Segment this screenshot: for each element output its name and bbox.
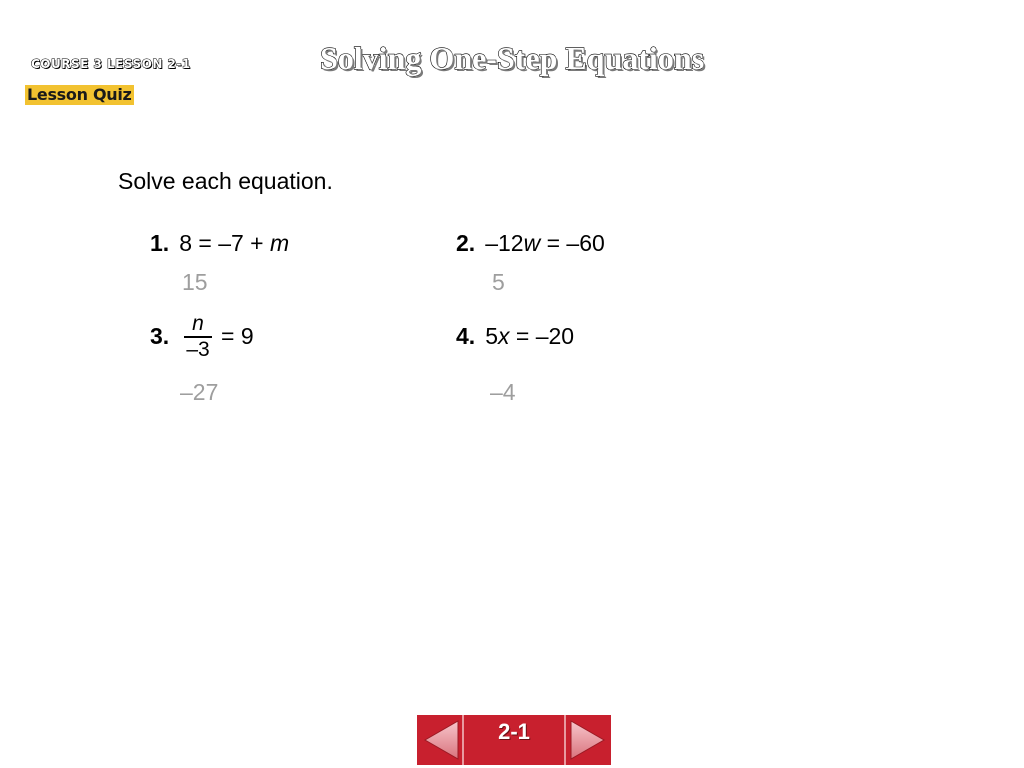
answer-1: 15 bbox=[182, 269, 208, 295]
fraction-numerator: n bbox=[192, 312, 204, 335]
left-arrow-icon[interactable] bbox=[420, 718, 462, 762]
lesson-quiz-badge: Lesson Quiz bbox=[27, 85, 132, 104]
problem-text: = –60 bbox=[540, 230, 605, 256]
right-arrow-icon[interactable] bbox=[567, 718, 609, 762]
answer-3: –27 bbox=[180, 379, 219, 405]
problem-text: –12 bbox=[485, 230, 524, 256]
problem-number: 3. bbox=[150, 323, 170, 349]
course-lesson-label: COURSE 3 LESSON 2-1 bbox=[31, 57, 191, 71]
problem-1 bbox=[150, 230, 289, 257]
lesson-number: 2-1 bbox=[498, 719, 530, 744]
problem-variable: m bbox=[270, 230, 290, 256]
answer-2: 5 bbox=[492, 269, 505, 295]
problem-2 bbox=[456, 230, 605, 257]
problem-variable: w bbox=[523, 230, 541, 256]
problem-3-rhs: = 9 bbox=[221, 323, 254, 349]
problem-number: 4. bbox=[456, 323, 476, 349]
fraction-denominator: –3 bbox=[186, 337, 210, 361]
lesson-number-button[interactable] bbox=[462, 715, 566, 765]
problem-text: 8 = –7 + bbox=[179, 230, 270, 256]
answer-4: –4 bbox=[490, 379, 516, 405]
problem-4 bbox=[456, 323, 574, 350]
problem-variable: x bbox=[497, 323, 510, 349]
problem-3 bbox=[150, 323, 179, 350]
lesson-nav bbox=[417, 715, 611, 765]
problem-number: 1. bbox=[150, 230, 170, 256]
instructions: Solve each equation. bbox=[118, 168, 333, 194]
fraction bbox=[184, 313, 212, 361]
problem-text: 5 bbox=[485, 323, 498, 349]
problem-text: = –20 bbox=[509, 323, 575, 349]
problem-number: 2. bbox=[456, 230, 476, 256]
page-title: Solving One-Step Equations bbox=[319, 40, 705, 76]
